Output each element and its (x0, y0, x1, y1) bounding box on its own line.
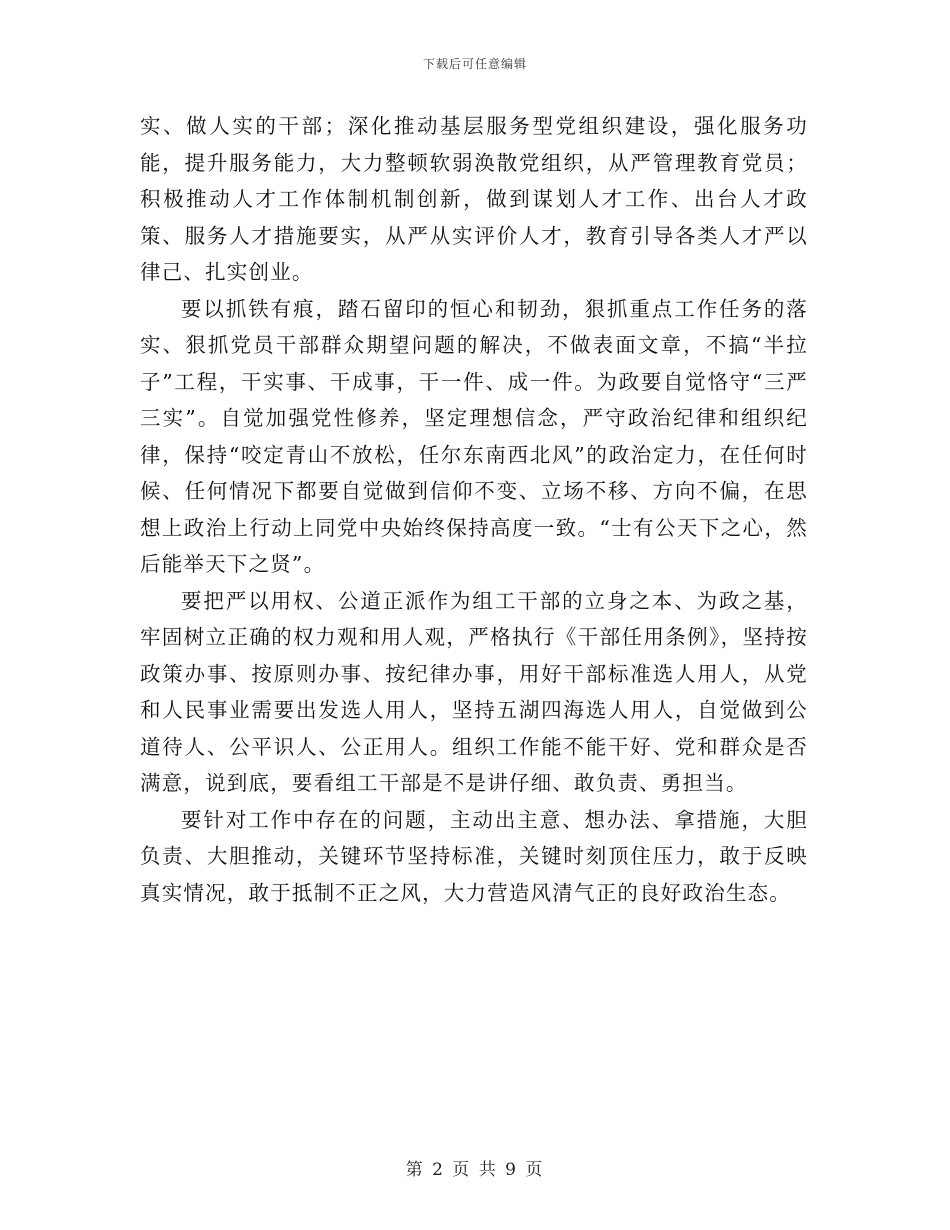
paragraph: 要把严以用权、公道正派作为组工干部的立身之本、为政之基，牢固树立正确的权力观和用人观，严格执行《干部任用条例》，坚持按政策办事、按原则办事、按纪律办事，用好干部标准选人用人，从党和人民事业需要出发选人用人，坚持五湖四海选人用人，自觉做到公道待人、公平识人、公正用人。组织工作能不能干好、党和群众是否满意，说到底，要看组工干部是不是讲仔细、敢负责、勇担当。 (140, 588, 808, 795)
document-body (140, 108, 808, 911)
page-number-footer: 第 2 页 共 9 页 (405, 1160, 545, 1180)
page-header: 下载后可任意编辑 (422, 57, 527, 71)
paragraph: 要针对工作中存在的问题，主动出主意、想办法、拿措施，大胆负责、大胆推动，关键环节坚持标准，关键时刻顶住压力，敢于反映真实情况，敢于抵制不正之风，大力营造风清气正的良好政治生态。 (140, 807, 808, 905)
paragraph-continued: 实、做人实的干部；深化推动基层服务型党组织建设，强化服务功能，提升服务能力，大力整顿软弱涣散党组织，从严管理教育党员；积极推动人才工作体制机制创新，做到谋划人才工作、出台人才政策、服务人才措施要实，从严从实评价人才，教育引导各类人才严以律己、扎实创业。 (140, 114, 808, 284)
paragraph: 要以抓铁有痕，踏石留印的恒心和韧劲，狠抓重点工作任务的落实、狠抓党员干部群众期望问题的解决，不做表面文章，不搞“半拉子”工程，干实事、干成事，干一件、成一件。为政要自觉恪守“三严三实”。自觉加强党性修养，坚定理想信念，严守政治纪律和组织纪律，保持“咬定青山不放松，任尔东南西北风”的政治定力，在任何时候、任何情况下都要自觉做到信仰不变、立场不移、方向不偏，在思想上政治上行动上同党中央始终保持高度一致。“士有公天下之心，然后能举天下之贤”。 (140, 296, 808, 576)
